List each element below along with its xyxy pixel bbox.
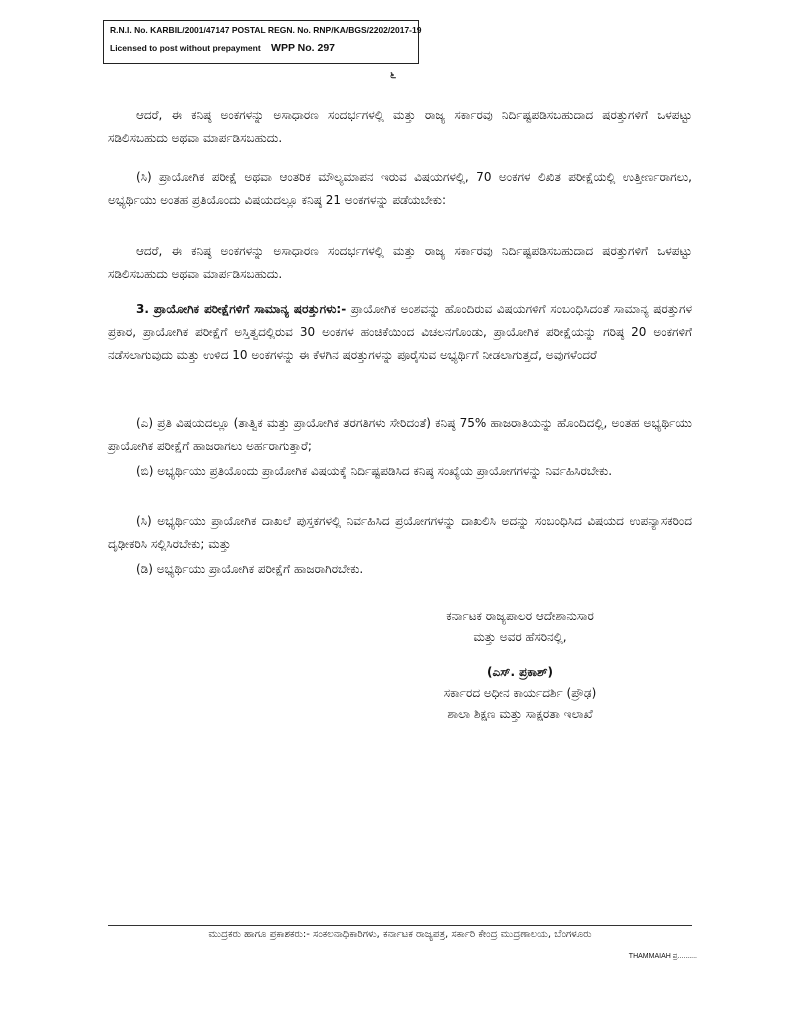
footer-publisher: ಮುದ್ರಕರು ಹಾಗೂ ಪ್ರಕಾಶಕರು:- ಸಂಕಲನಾಧಿಕಾರಿಗಳು, ಕರ್ನಾಟಕ ರಾಜ್ಯಪತ್ರ, ಸರ್ಕಾರಿ ಕೇಂದ್ರ ಮುದ್ರಣಾಲಯ, ಬೆಂಗಳೂರು — [208, 929, 592, 940]
paragraph-d-attend-exam: (ಡಿ) ಅಭ್ಯರ್ಥಿಯು ಪ್ರಾಯೋಗಿಕ ಪರೀಕ್ಷೆಗೆ ಹಾಜರಾಗಿರಬೇಕು. — [136, 562, 364, 576]
paragraph-a-attendance: (ಎ) ಪ್ರತಿ ವಿಷಯದಲ್ಲೂ (ತಾತ್ವಿಕ ಮತ್ತು ಪ್ರಾಯೋಗಿಕ ತರಗತಿಗಳು ಸೇರಿದಂತೆ) ಕನಿಷ್ಠ 75% ಹಾಜರಾತಿಯನ್ನು ಹೊಂದಿದಲ್ಲಿ, ಅಂತಹ ಅಭ್ಯರ್ಥಿಯು ಪ್ರಾಯೋಗಿಕ ಪರೀಕ್ಷೆಗೆ ಹಾಜರಾಗಲು ಅರ್ಹರಾಗುತ್ತಾರೆ; — [108, 416, 692, 453]
paragraph-c-record-book: (ಸಿ) ಅಭ್ಯರ್ಥಿಯು ಪ್ರಾಯೋಗಿಕ ದಾಖಲೆ ಪುಸ್ತಕಗಳಲ್ಲಿ ನಿರ್ವಹಿಸಿದ ಪ್ರಯೋಗಗಳನ್ನು ದಾಖಲಿಸಿ ಅದನ್ನು ಸಂಬಂಧಿಸಿದ ವಿಷಯದ ಉಪನ್ಯಾಸಕರಿಂದ ದೃಢೀಕರಿಸಿ ಸಲ್ಲಿಸಿರಬೇಕು; ಮತ್ತು — [108, 514, 692, 551]
section-3-heading: 3. ಪ್ರಾಯೋಗಿಕ ಪರೀಕ್ಷೆಗಳಿಗೆ ಸಾಮಾನ್ಯ ಷರತ್ತುಗಳು:- — [136, 302, 347, 316]
license-text: Licensed to post without prepayment — [110, 43, 261, 53]
wpp-number: WPP No. 297 — [271, 42, 336, 54]
signature-order-block — [400, 606, 640, 648]
signatory-designation: ಸರ್ಕಾರದ ಅಧೀನ ಕಾರ್ಯದರ್ಶಿ (ಪ್ರೌಢ) — [443, 686, 597, 700]
order-line-2: ಮತ್ತು ಅವರ ಹೆಸರಿನಲ್ಲಿ, — [473, 630, 567, 644]
printer-mark: THAMMAIAH ಪ್ರ.......... — [628, 953, 697, 960]
signatory-name: (ಎಸ್. ಪ್ರಕಾಶ್) — [487, 665, 553, 679]
section-3-text: ಪ್ರಾಯೋಗಿಕ ಅಂಶವನ್ನು ಹೊಂದಿರುವ ವಿಷಯಗಳಿಗೆ ಸಂಬಂಧಿಸಿದಂತೆ ಸಾಮಾನ್ಯ ಷರತ್ತುಗಳ ಪ್ರಕಾರ, ಪ್ರಾಯೋಗಿಕ ಪರೀಕ್ಷೆಗೆ ಅಸ್ತಿತ್ವದಲ್ಲಿರುವ 30 ಅಂಕಗಳ ಹಂಚಿಕೆಯಿಂದ ವಿಚಲನಗೊಂಡು, ಪ್ರಾಯೋಗಿಕ ಪರೀಕ್ಷೆಯನ್ನು ಗರಿಷ್ಠ 20 ಅಂಕಗಳಿಗೆ ನಡೆಸಲಾಗುವುದು ಮತ್ತು ಉಳಿದ 10 ಅಂಕಗಳನ್ನು ಈ ಕೆಳಗಿನ ಷರತ್ತುಗಳನ್ನು ಪೂರೈಸುವ ಅಭ್ಯರ್ಥಿಗೆ ನೀಡಲಾಗುತ್ತದೆ, ಅವುಗಳೆಂದರೆ — [108, 302, 692, 362]
footer-divider — [108, 925, 692, 926]
signatory-department: ಶಾಲಾ ಶಿಕ್ಷಣ ಮತ್ತು ಸಾಕ್ಷರತಾ ಇಲಾಖೆ — [447, 707, 593, 721]
signatory-block — [400, 662, 640, 725]
page-number: ೬ — [390, 68, 397, 81]
rni-line: R.N.I. No. KARBIL/2001/47147 POSTAL REGN. No. RNP/KA/BGS/2202/2017-19 — [110, 25, 422, 35]
paragraph-proviso-1: ಆದರೆ, ಈ ಕನಿಷ್ಠ ಅಂಕಗಳನ್ನು ಅಸಾಧಾರಣ ಸಂದರ್ಭಗಳಲ್ಲಿ ಮತ್ತು ರಾಜ್ಯ ಸರ್ಕಾರವು ನಿರ್ದಿಷ್ಟಪಡಿಸಬಹುದಾದ ಷರತ್ತುಗಳಿಗೆ ಒಳಪಟ್ಟು ಸಡಿಲಿಸಬಹುದು ಅಥವಾ ಮಾರ್ಪಡಿಸಬಹುದು. — [108, 108, 692, 145]
paragraph-proviso-2: ಆದರೆ, ಈ ಕನಿಷ್ಠ ಅಂಕಗಳನ್ನು ಅಸಾಧಾರಣ ಸಂದರ್ಭಗಳಲ್ಲಿ ಮತ್ತು ರಾಜ್ಯ ಸರ್ಕಾರವು ನಿರ್ದಿಷ್ಟಪಡಿಸಬಹುದಾದ ಷರತ್ತುಗಳಿಗೆ ಒಳಪಟ್ಟು ಸಡಿಲಿಸಬಹುದು ಅಥವಾ ಮಾರ್ಪಡಿಸಬಹುದು. — [108, 244, 692, 281]
license-line — [110, 42, 412, 54]
registration-box — [103, 20, 422, 64]
paragraph-b-experiments: (ಬಿ) ಅಭ್ಯರ್ಥಿಯು ಪ್ರತಿಯೊಂದು ಪ್ರಾಯೋಗಿಕ ವಿಷಯಕ್ಕೆ ನಿರ್ದಿಷ್ಟಪಡಿಸಿದ ಕನಿಷ್ಠ ಸಂಖ್ಯೆಯ ಪ್ರಾಯೋಗಗಳನ್ನು ನಿರ್ವಹಿಸಿರಬೇಕು. — [136, 464, 613, 478]
paragraph-c-practical-minimum: (ಸಿ) ಪ್ರಾಯೋಗಿಕ ಪರೀಕ್ಷೆ ಅಥವಾ ಆಂತರಿಕ ಮೌಲ್ಯಮಾಪನ ಇರುವ ವಿಷಯಗಳಲ್ಲಿ, 70 ಅಂಕಗಳ ಲಿಖಿತ ಪರೀಕ್ಷೆಯಲ್ಲಿ ಉತ್ತೀರ್ಣರಾಗಲು, ಅಭ್ಯರ್ಥಿಯು ಅಂತಹ ಪ್ರತಿಯೊಂದು ವಿಷಯದಲ್ಲೂ ಕನಿಷ್ಠ 21 ಅಂಕಗಳನ್ನು ಪಡೆಯಬೇಕು: — [108, 170, 692, 207]
paragraph-section-3 — [108, 298, 692, 367]
order-line-1: ಕರ್ನಾಟಕ ರಾಜ್ಯಪಾಲರ ಆದೇಶಾನುಸಾರ — [446, 609, 594, 623]
